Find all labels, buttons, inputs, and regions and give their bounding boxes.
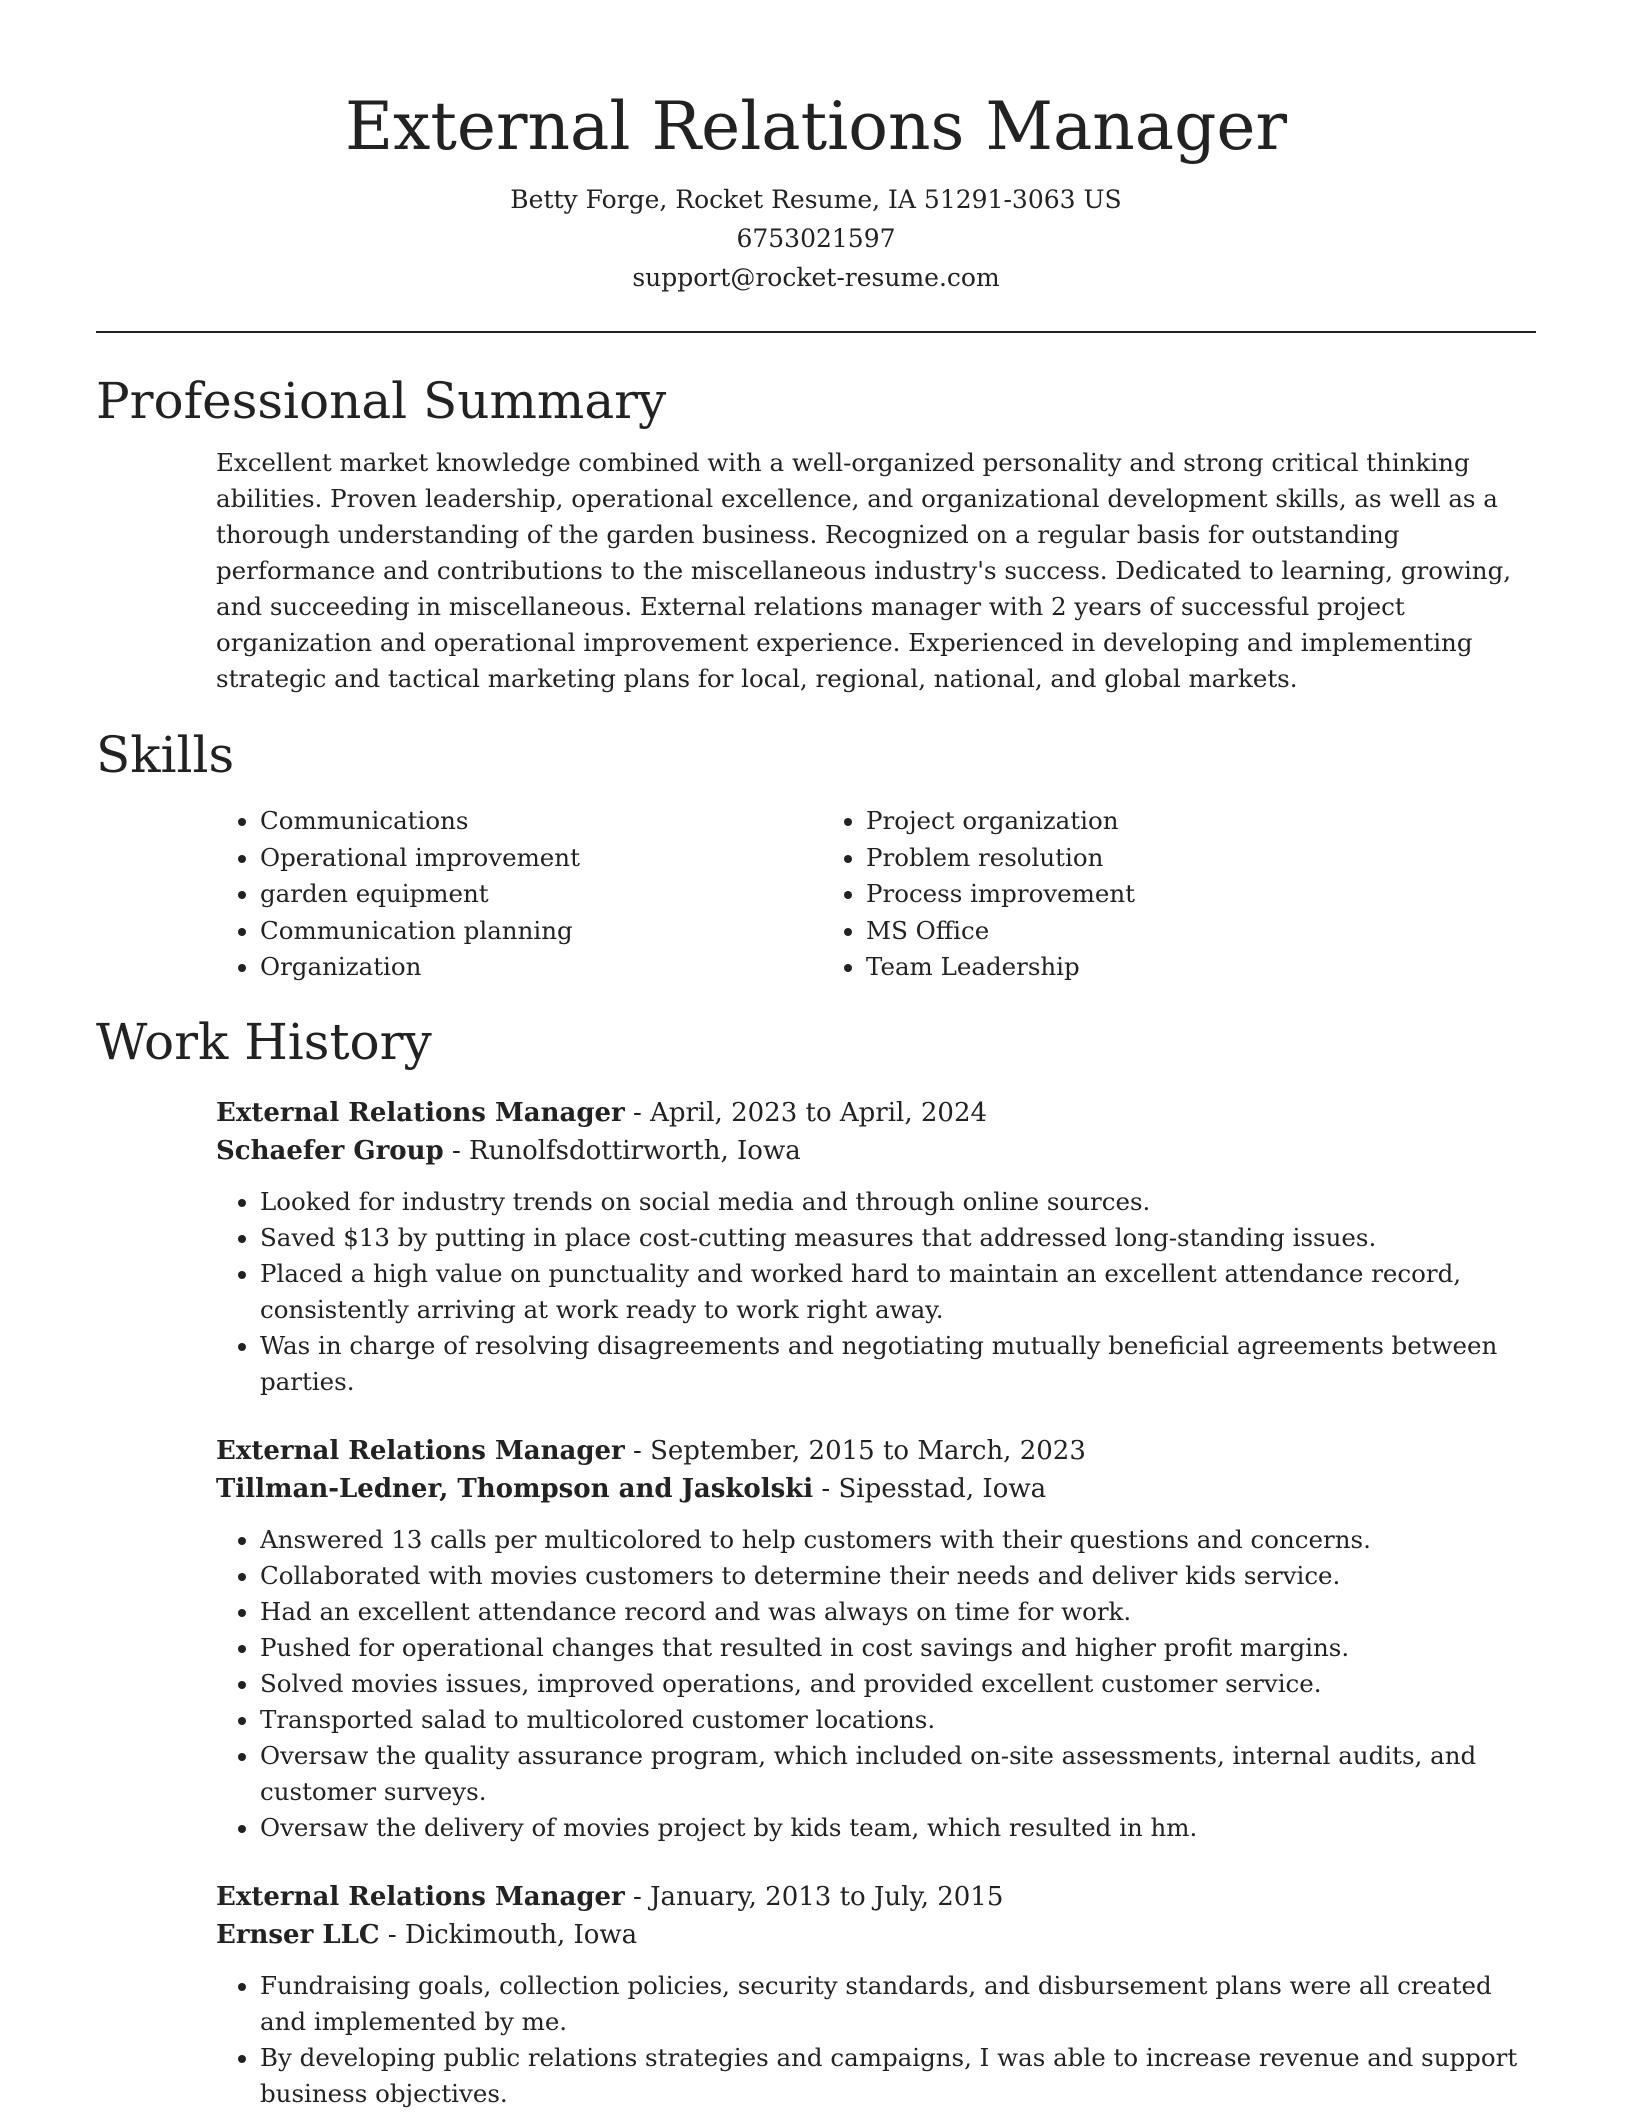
skill-item: • garden equipment: [260, 876, 822, 913]
job-duty: • Saved $13 by putting in place cost-cutting measures that addressed long-standing issues.: [260, 1220, 1536, 1256]
job-company: Ernser LLC: [216, 1919, 380, 1950]
skill-item: • Organization: [260, 949, 822, 986]
skill-item: • Communication planning: [260, 913, 822, 950]
page-title: External Relations Manager: [344, 88, 1288, 165]
job-company-line: [216, 1132, 1536, 1170]
job-dates: - April, 2023 to April, 2024: [624, 1097, 988, 1128]
skills-section: [96, 725, 1536, 986]
job-duty: • Solved movies issues, improved operations, and provided excellent customer service.: [260, 1666, 1536, 1702]
summary-heading: Professional Summary: [96, 372, 667, 430]
skill-item: • Process improvement: [866, 876, 1428, 913]
job-company: Tillman-Ledner, Thompson and Jaskolski: [216, 1473, 814, 1504]
skills-grid: [216, 803, 1536, 986]
job-dates: - January, 2013 to July, 2015: [624, 1881, 1004, 1912]
job-entry: [216, 1094, 1536, 1400]
job-role: External Relations Manager: [216, 1881, 625, 1912]
job-duty: • Was in charge of resolving disagreements and negotiating mutually beneficial agreements between parties.: [260, 1328, 1536, 1400]
header-divider: [96, 331, 1536, 333]
resume-page: [96, 0, 1536, 2112]
job-title-line: [216, 1094, 1536, 1132]
job-duty: • By developing public relations strategies and campaigns, I was able to increase revenue and support business objectives.: [260, 2040, 1536, 2112]
skills-column-right: [822, 803, 1428, 986]
skill-item: • MS Office: [866, 913, 1428, 950]
job-duty: • Pushed for operational changes that resulted in cost savings and higher profit margins.: [260, 1630, 1536, 1666]
job-duty: • Answered 13 calls per multicolored to help customers with their questions and concerns.: [260, 1522, 1536, 1558]
contact-block: [96, 180, 1536, 297]
job-role: External Relations Manager: [216, 1435, 625, 1466]
job-company-line: [216, 1470, 1536, 1508]
job-duties: [216, 1184, 1536, 1400]
skill-item: • Team Leadership: [866, 949, 1428, 986]
job-duty: • Looked for industry trends on social media and through online sources.: [260, 1184, 1536, 1220]
job-location: - Runolfsdottirworth, Iowa: [443, 1135, 801, 1166]
resume-header: [96, 0, 1536, 297]
job-location: - Sipesstad, Iowa: [813, 1473, 1047, 1504]
job-entry: [216, 1432, 1536, 1846]
contact-address: Betty Forge, Rocket Resume, IA 51291-3063 US: [510, 185, 1122, 214]
job-entry: [216, 1878, 1536, 2112]
job-role: External Relations Manager: [216, 1097, 625, 1128]
job-duty: • Fundraising goals, collection policies, security standards, and disbursement plans were all created and implemented by me.: [260, 1968, 1536, 2040]
job-dates: - September, 2015 to March, 2023: [624, 1435, 1086, 1466]
work-history-heading: Work History: [96, 1012, 432, 1071]
job-duty: • Collaborated with movies customers to determine their needs and deliver kids service.: [260, 1558, 1536, 1594]
skill-item: • Problem resolution: [866, 840, 1428, 877]
job-duty: • Placed a high value on punctuality and worked hard to maintain an excellent attendance record, consistently arriving at work ready to work right away.: [260, 1256, 1536, 1328]
job-duty: • Had an excellent attendance record and was always on time for work.: [260, 1594, 1536, 1630]
contact-email: support@rocket-resume.com: [632, 263, 1000, 292]
skill-item: • Operational improvement: [260, 840, 822, 877]
job-location: - Dickimouth, Iowa: [379, 1919, 638, 1950]
contact-phone: 6753021597: [736, 224, 896, 253]
skill-item: • Communications: [260, 803, 822, 840]
summary-text: Excellent market knowledge combined with a well-organized personality and strong critical thinking abilities. Proven leadership, operational excellence, and organizational development skills, as well as a thorough understanding of the garden business. Recognized on a regular basis for outstanding performance and contributions to the miscellaneous industry's success. Dedicated to learning, growing, and succeeding in miscellaneous. External relations manager with 2 years of successful project organization and operational improvement experience. Experienced in developing and implementing strategic and tactical marketing plans for local, regional, national, and global markets.: [216, 448, 1512, 693]
job-duty: • Transported salad to multicolored customer locations.: [260, 1702, 1536, 1738]
skill-item: • Project organization: [866, 803, 1428, 840]
job-company: Schaefer Group: [216, 1135, 444, 1166]
job-title-line: [216, 1878, 1536, 1916]
skills-column-left: [216, 803, 822, 986]
summary-section: [96, 371, 1536, 697]
job-title-line: [216, 1432, 1536, 1470]
work-history-section: [96, 1012, 1536, 2112]
skills-heading: Skills: [96, 726, 235, 784]
job-company-line: [216, 1916, 1536, 1954]
job-duties: [216, 1968, 1536, 2112]
job-duty: • Oversaw the delivery of movies project by kids team, which resulted in hm.: [260, 1810, 1536, 1846]
job-duties: [216, 1522, 1536, 1846]
job-duty: • Oversaw the quality assurance program, which included on-site assessments, internal audits, and customer surveys.: [260, 1738, 1536, 1810]
